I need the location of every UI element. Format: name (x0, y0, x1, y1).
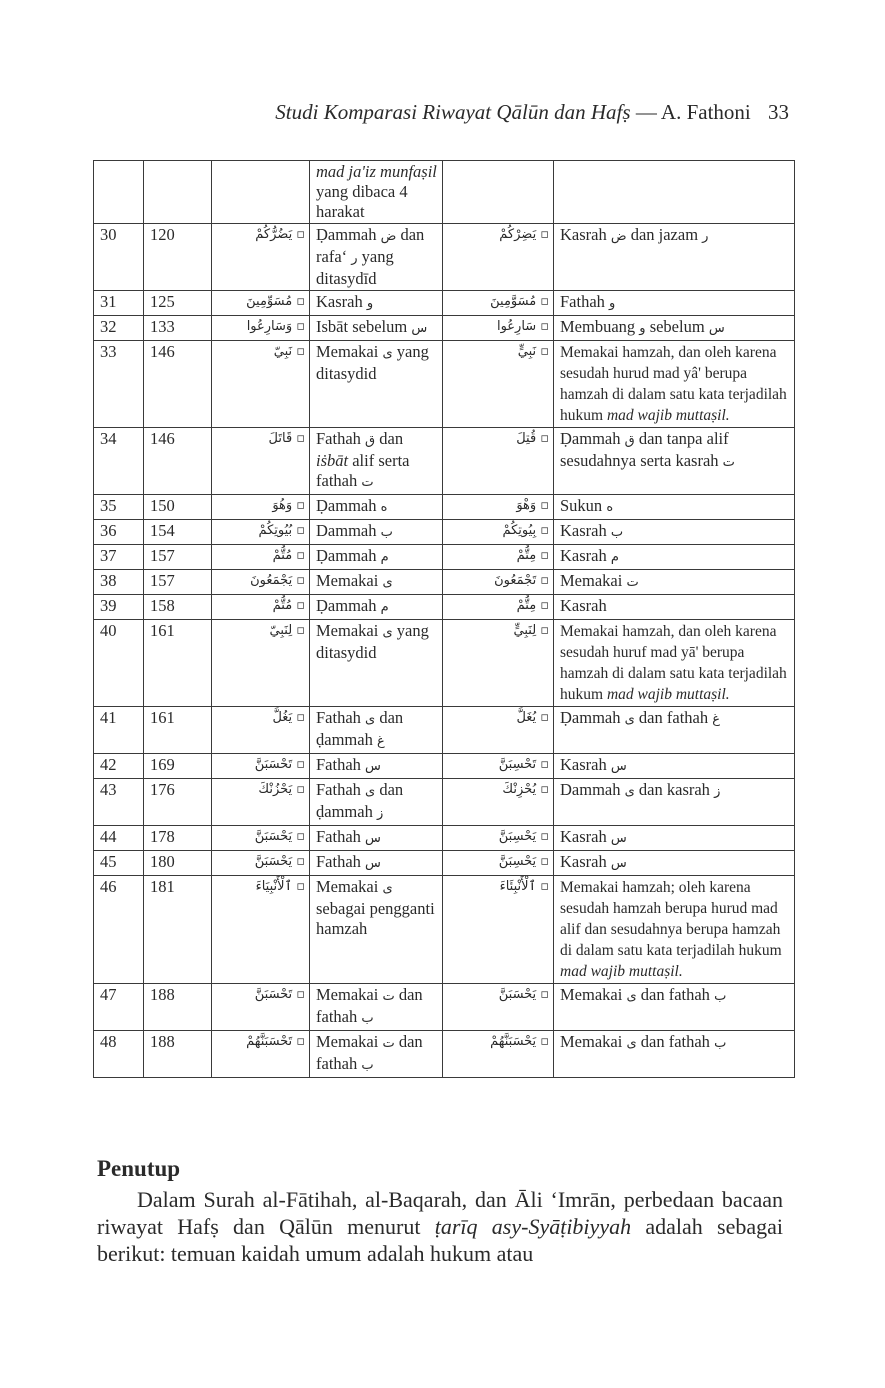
cell-number: 41 (94, 707, 144, 754)
cell-hafs-note: Membuang و sebelum س (554, 316, 795, 341)
cell-hafs-word: ▫يَحْسَبَنَّ (443, 984, 554, 1031)
cell-hafs-note: Memakai hamzah, dan oleh karena sesudah huruf mad yā' berupa hamzah di dalam satu kata terjadilah hukum mad wajib muttaṣil. (554, 620, 795, 707)
cell-hafs-note: Sukun ه (554, 495, 795, 520)
cell-qalun-word: ▫ٱلْأَنْبِيَاءَ (212, 876, 310, 984)
cell-qalun-note: Fathah س (310, 754, 443, 779)
cell-hafs-word: ▫يَحْسَبَنَّهُمْ (443, 1031, 554, 1078)
cell-number: 30 (94, 224, 144, 291)
cell-qalun-word: ▫قَاتَلَ (212, 428, 310, 495)
table-row (94, 161, 795, 224)
cell-number: 32 (94, 316, 144, 341)
cell-qalun-note: Memakai ى yang ditasydid (310, 620, 443, 707)
cell-qalun-note: Isbāt sebelum س (310, 316, 443, 341)
cell-hafs-note: Ḍammah ق dan tanpa alif sesudahnya serta kasrah ت (554, 428, 795, 495)
cell-number (94, 161, 144, 224)
cell-qalun-word: ▫مُسَوِّمِينَ (212, 291, 310, 316)
cell-hafs-note: Memakai hamzah; oleh karena sesudah hamzah berupa hurud mad alif dan sesudahnya berupa hamzah di dalam satu kata terjadilah hukum mad wajib muttaṣil. (554, 876, 795, 984)
cell-hafs-note: Kasrah س (554, 851, 795, 876)
table-row (94, 570, 795, 595)
cell-qalun-note: Kasrah و (310, 291, 443, 316)
cell-number: 40 (94, 620, 144, 707)
cell-hafs-word: ▫وَهْوَ (443, 495, 554, 520)
table-row (94, 754, 795, 779)
table-row (94, 707, 795, 754)
cell-qalun-note: Dammah ب (310, 520, 443, 545)
cell-ayat: 188 (144, 1031, 212, 1078)
cell-hafs-word: ▫سَارِعُوا (443, 316, 554, 341)
cell-qalun-note: Ḍammah ه (310, 495, 443, 520)
cell-ayat: 133 (144, 316, 212, 341)
cell-number: 44 (94, 826, 144, 851)
cell-hafs-word: ▫تَجْمَعُونَ (443, 570, 554, 595)
cell-ayat: 169 (144, 754, 212, 779)
cell-ayat: 161 (144, 620, 212, 707)
cell-number: 34 (94, 428, 144, 495)
cell-ayat: 157 (144, 545, 212, 570)
table-row (94, 428, 795, 495)
cell-ayat: 188 (144, 984, 212, 1031)
cell-hafs-note: Memakai ت (554, 570, 795, 595)
cell-hafs-note: Memakai ى dan fathah ب (554, 1031, 795, 1078)
cell-ayat: 146 (144, 341, 212, 428)
cell-number: 45 (94, 851, 144, 876)
table-row (94, 316, 795, 341)
cell-number: 31 (94, 291, 144, 316)
cell-qalun-word (212, 161, 310, 224)
cell-qalun-note: Fathah ق dan iṡbāt alif serta fathah ت (310, 428, 443, 495)
cell-qalun-word: ▫وَسَارِعُوا (212, 316, 310, 341)
comparison-table-body (94, 161, 795, 1078)
comparison-table (93, 160, 795, 1078)
cell-ayat: 150 (144, 495, 212, 520)
cell-ayat: 161 (144, 707, 212, 754)
cell-hafs-note: Dammah ى dan kasrah ز (554, 779, 795, 826)
cell-qalun-word: ▫تَحْسَبَنَّ (212, 984, 310, 1031)
cell-qalun-note: Ḍammah م (310, 545, 443, 570)
cell-hafs-word: ▫نَبِيٍّ (443, 341, 554, 428)
cell-ayat: 180 (144, 851, 212, 876)
cell-hafs-word: ▫يُغَلَّ (443, 707, 554, 754)
cell-hafs-word: ▫مُسَوَّمِينَ (443, 291, 554, 316)
cell-qalun-note: Fathah ى dan ḍammah غ (310, 707, 443, 754)
cell-number: 48 (94, 1031, 144, 1078)
table-row (94, 495, 795, 520)
table-row (94, 826, 795, 851)
table-row (94, 545, 795, 570)
cell-hafs-word: ▫يَحْسِبَنَّ (443, 851, 554, 876)
cell-qalun-word: ▫بُيُوتِكُمْ (212, 520, 310, 545)
cell-hafs-note: Kasrah ض dan jazam ر (554, 224, 795, 291)
cell-qalun-word: ▫يَغُلَّ (212, 707, 310, 754)
cell-ayat: 158 (144, 595, 212, 620)
cell-hafs-note: Kasrah (554, 595, 795, 620)
cell-qalun-word: ▫وَهُوَ (212, 495, 310, 520)
cell-qalun-note: Fathah ى dan ḍammah ز (310, 779, 443, 826)
penutup-paragraph: Dalam Surah al-Fātihah, al-Baqarah, dan Āli ‘Imrān, perbedaan bacaan riwayat Hafṣ dan Qālūn menurut ṭarīq asy-Syāṭibiyyah adalah sebagai berikut: temuan kaidah umum adalah hukum atau (97, 1187, 783, 1266)
running-title: Studi Komparasi Riwayat Qālūn dan Hafṣ (275, 100, 631, 124)
cell-qalun-note: Fathah س (310, 826, 443, 851)
cell-hafs-word (443, 161, 554, 224)
cell-number: 33 (94, 341, 144, 428)
cell-hafs-note: Memakai hamzah, dan oleh karena sesudah hurud mad yâ' berupa hamzah di dalam satu kata terjadilah hukum mad wajib muttaṣil. (554, 341, 795, 428)
table-row (94, 620, 795, 707)
cell-hafs-word: ▫لِنَبِيٍّ (443, 620, 554, 707)
table-row (94, 224, 795, 291)
cell-ayat: 157 (144, 570, 212, 595)
table-row (94, 291, 795, 316)
cell-qalun-word: ▫يَحْسَبَنَّ (212, 826, 310, 851)
cell-hafs-note: Kasrah س (554, 826, 795, 851)
cell-number: 38 (94, 570, 144, 595)
cell-qalun-word: ▫لِنَبِيّ (212, 620, 310, 707)
cell-ayat: 181 (144, 876, 212, 984)
cell-qalun-word: ▫تَحْسَبَنَّهُمْ (212, 1031, 310, 1078)
cell-qalun-word: ▫يَحْسَبَنَّ (212, 851, 310, 876)
cell-ayat: 154 (144, 520, 212, 545)
cell-hafs-word: ▫قُتِلَ (443, 428, 554, 495)
table-row (94, 595, 795, 620)
cell-ayat: 176 (144, 779, 212, 826)
cell-qalun-word: ▫مُتُّمْ (212, 545, 310, 570)
cell-qalun-word: ▫يَضُرُّكُمْ (212, 224, 310, 291)
cell-number: 47 (94, 984, 144, 1031)
cell-number: 35 (94, 495, 144, 520)
cell-qalun-note: mad ja'iz munfaṣil yang dibaca 4 harakat (310, 161, 443, 224)
cell-qalun-note: Memakai ى (310, 570, 443, 595)
table-row (94, 520, 795, 545)
cell-hafs-note: Kasrah س (554, 754, 795, 779)
title-dash: — (635, 100, 657, 124)
cell-ayat: 125 (144, 291, 212, 316)
cell-hafs-word: ▫يُحْزِنْكَ (443, 779, 554, 826)
table-row (94, 851, 795, 876)
cell-qalun-note: Ḍammah م (310, 595, 443, 620)
section-heading-penutup: Penutup (97, 1156, 181, 1181)
table-row (94, 1031, 795, 1078)
cell-qalun-note: Memakai ى yang ditasydid (310, 341, 443, 428)
cell-qalun-word: ▫يَحْزُنْكَ (212, 779, 310, 826)
cell-qalun-word: ▫مُتُّمْ (212, 595, 310, 620)
cell-qalun-note: Memakai ت dan fathah ب (310, 1031, 443, 1078)
cell-hafs-note: Fathah و (554, 291, 795, 316)
cell-ayat (144, 161, 212, 224)
cell-qalun-note: Ḍammah ض dan rafa‘ ر yang ditasydīd (310, 224, 443, 291)
cell-hafs-note: Kasrah ب (554, 520, 795, 545)
cell-hafs-word: ▫تَحْسِبَنَّ (443, 754, 554, 779)
cell-number: 37 (94, 545, 144, 570)
cell-ayat: 146 (144, 428, 212, 495)
cell-number: 39 (94, 595, 144, 620)
cell-hafs-note: Kasrah م (554, 545, 795, 570)
running-author: A. Fathoni (660, 100, 751, 124)
table-row (94, 341, 795, 428)
cell-hafs-word: ▫ٱلْأَنْبِئَاءَ (443, 876, 554, 984)
cell-qalun-note: Memakai ت dan fathah ب (310, 984, 443, 1031)
cell-hafs-word: ▫بِيُوتِكُمْ (443, 520, 554, 545)
cell-qalun-word: ▫يَجْمَعُونَ (212, 570, 310, 595)
cell-number: 43 (94, 779, 144, 826)
cell-hafs-word: ▫يَحْسِبَنَّ (443, 826, 554, 851)
cell-qalun-note: Fathah س (310, 851, 443, 876)
cell-hafs-note: Memakai ى dan fathah ب (554, 984, 795, 1031)
running-header (100, 100, 789, 125)
cell-ayat: 120 (144, 224, 212, 291)
cell-ayat: 178 (144, 826, 212, 851)
cell-number: 36 (94, 520, 144, 545)
cell-hafs-note: Ḍammah ى dan fathah غ (554, 707, 795, 754)
table-row (94, 984, 795, 1031)
cell-hafs-word: ▫مِتُّمْ (443, 595, 554, 620)
cell-number: 46 (94, 876, 144, 984)
page-number: 33 (768, 100, 789, 124)
cell-hafs-word: ▫يَضِرْكُمْ (443, 224, 554, 291)
cell-hafs-word: ▫مِتُّمْ (443, 545, 554, 570)
cell-qalun-word: ▫نَبِيّ (212, 341, 310, 428)
table-row (94, 876, 795, 984)
cell-qalun-word: ▫تَحْسَبَنَّ (212, 754, 310, 779)
cell-qalun-note: Memakai ى sebagai pengganti hamzah (310, 876, 443, 984)
cell-hafs-note (554, 161, 795, 224)
cell-number: 42 (94, 754, 144, 779)
table-row (94, 779, 795, 826)
